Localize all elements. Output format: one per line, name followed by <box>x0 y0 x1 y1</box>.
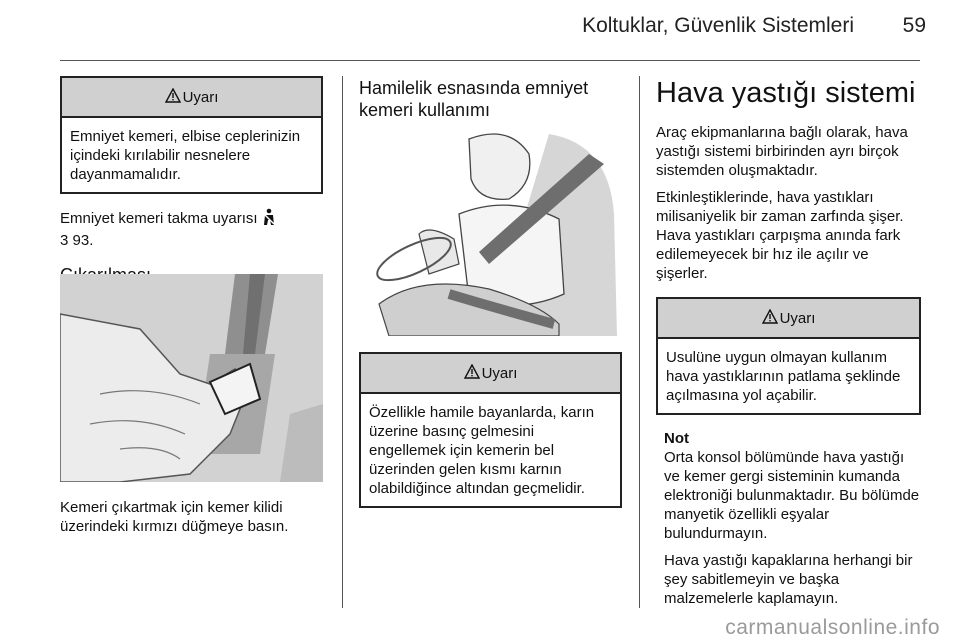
warning-box-pregnancy <box>359 352 622 508</box>
airbag-paragraph-1: Araç ekipmanlarına bağlı olarak, hava yastığı sistemi birbirinden ayrı birçok sistemden oluşmaktadır. <box>656 124 908 179</box>
pregnancy-illustration <box>359 124 622 336</box>
belt-reminder-text: Emniyet kemeri takma uyarısı <box>60 210 258 227</box>
warning-title: Uyarı <box>481 364 518 382</box>
warning-title: Uyarı <box>779 309 816 327</box>
airbag-paragraph-2: Etkinleştiklerinde, hava yastıkları milisaniyelik bir zaman zarfında şişer. Hava yastıkları çarpışma anında fark edilemeyecek bir hız ile açılır ve şişerler. <box>656 189 904 282</box>
warning-box-header <box>62 78 321 118</box>
warning-text: Emniyet kemeri, elbise ceplerinizin içindeki kırılabilir nesnelere dayanmamalıdır. <box>70 128 301 183</box>
middle-column <box>359 76 622 497</box>
page-header-title: Koltuklar, Güvenlik Sistemleri <box>582 14 854 37</box>
header-rule <box>60 60 920 61</box>
warning-title: Uyarı <box>182 88 219 106</box>
note-text-2: Hava yastığı kapaklarına herhangi bir şey sabitlemeyin ve başka malzemelerle kaplamayın. <box>664 552 913 607</box>
section-title-pregnancy: Hamilelik esnasında emniyet kemeri kullanımı <box>359 78 589 120</box>
left-column <box>60 76 323 535</box>
warning-box-header <box>658 299 919 339</box>
warning-box-airbag <box>656 297 921 415</box>
page-number: 59 <box>902 14 926 37</box>
warning-triangle-icon <box>165 88 181 107</box>
watermark: carmanualsonline.info <box>725 616 940 639</box>
note-label: Not <box>664 430 689 447</box>
column-divider-1 <box>342 76 343 608</box>
note-block <box>656 429 921 608</box>
removal-caption: Kemeri çıkartmak için kemer kilidi üzerindeki kırmızı düğmeye basın. <box>60 499 289 535</box>
right-column <box>656 76 921 608</box>
airbag-section-title: Hava yastığı sistemi <box>656 77 916 109</box>
seatbelt-reminder-icon <box>262 208 276 231</box>
note-text: Orta konsol bölümünde hava yastığı ve kemer gergi sisteminin kumanda elektroniği bulunmaktadır. Bu bölümde manyetik özellikli eşyalar bulundurmayın. <box>664 449 920 542</box>
column-divider-2 <box>639 76 640 608</box>
warning-triangle-icon <box>464 364 480 383</box>
buckle-illustration <box>60 274 323 482</box>
warning-text: Özellikle hamile bayanlarda, karın üzerine basınç gelmesini engellemek için kemerin bel üzerinden gelen kısmı karnın olabildiğince altından geçmelidir. <box>369 404 595 497</box>
page-reference: 3 93. <box>60 232 94 249</box>
warning-triangle-icon <box>762 309 778 328</box>
warning-box-seatbelt <box>60 76 323 194</box>
warning-box-header <box>361 354 620 394</box>
warning-text: Usulüne uygun olmayan kullanım hava yastıklarının patlama şeklinde açılmasına yol açabilir. <box>666 349 901 404</box>
